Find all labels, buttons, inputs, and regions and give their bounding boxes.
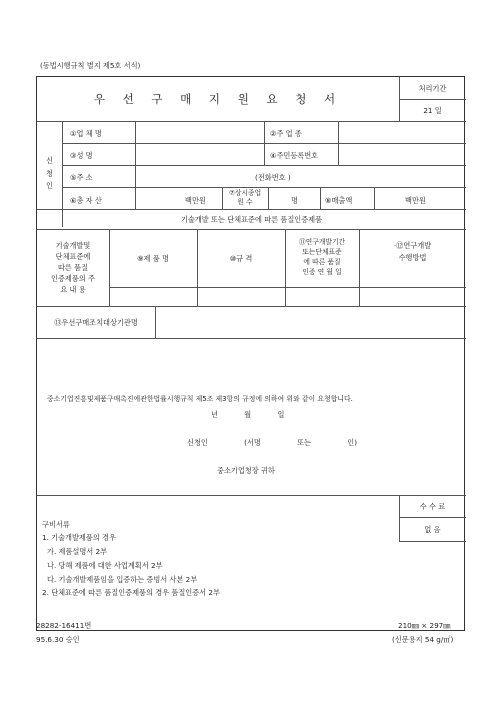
company-name-field[interactable] <box>136 122 263 142</box>
total-assets-label: ⑥총 자 산 <box>70 196 102 205</box>
address-label: ⑤주 소 <box>70 173 93 182</box>
document-item: 나. 당해 제품에 대한 사업계획서 2부 <box>47 561 163 570</box>
approval-date: 95.6.30 승인 <box>36 635 80 644</box>
date-line: 년 월 일 <box>211 410 285 419</box>
period-field[interactable] <box>286 288 358 306</box>
signature-field[interactable] <box>242 434 302 448</box>
applicant-side-label: 신 청 인 <box>46 155 53 191</box>
documents-title: 구비서류 <box>42 520 70 529</box>
sales-label: ⑧매출액 <box>325 196 353 205</box>
total-assets-unit: 백만원 <box>185 196 206 205</box>
product-name-field[interactable] <box>110 288 196 306</box>
employees-unit: 명 <box>291 196 298 205</box>
fee-value: 없 음 <box>424 524 441 534</box>
request-statement: 중소기업진흥및제품구매촉진에관한법률시행규칙 제5조 제3항의 규정에 의하여 위와 같이 요청합니다. <box>47 395 353 403</box>
document-item: 2. 단체표준에 따른 품질인증제품의 경우 품질인증서 2부 <box>42 588 220 597</box>
paper-spec: (신문용지 54 g/㎡) <box>392 635 454 644</box>
product-section-banner: 기술개발 또는 단체표준에 따른 품질인증제품 <box>180 214 323 224</box>
main-business-label: ②주 업 종 <box>270 129 302 138</box>
form-header-note: (동법시행규칙 별지 제5호 서식) <box>40 61 141 70</box>
employees-label: ⑦상시종업 원 수 <box>228 189 262 206</box>
paper-size: 210㎜ × 297㎜ <box>398 621 451 630</box>
representative-name-label: ③성 명 <box>70 151 93 160</box>
sales-unit: 백만원 <box>405 196 426 205</box>
main-business-field[interactable] <box>339 122 465 142</box>
fee-label: 수 수 료 <box>419 501 446 511</box>
recipient-line: 중소기업청장 귀하 <box>217 466 275 475</box>
document-item: 가. 제품설명서 2부 <box>47 547 108 556</box>
target-agency-label: ⑬우선구매조치대상기관명 <box>54 317 138 327</box>
method-field[interactable] <box>360 288 465 306</box>
request-form <box>36 76 465 631</box>
phone-label: (전화번호 ) <box>255 173 291 182</box>
spec-field[interactable] <box>198 288 284 306</box>
product-name-header: ⑨제 품 명 <box>137 253 169 263</box>
processing-period-value: 21 일 <box>423 105 442 115</box>
period-header: ⑪연구개발기간 또는단체표준 에 따른 품질 인증 연 월 일 <box>298 238 346 276</box>
company-name-label: ①업 체 명 <box>70 129 102 138</box>
signer-line: 신청인 (서명 또는 인) <box>187 438 358 447</box>
address-field[interactable] <box>136 166 465 186</box>
target-agency-field[interactable] <box>156 307 465 337</box>
document-item: 다. 기술개발제품임을 입증하는 증빙서 사본 2부 <box>47 575 198 584</box>
processing-period-label: 처리기간 <box>418 83 447 93</box>
spec-header: ⑩규 격 <box>229 253 253 263</box>
method-header: ·⑫연구개발 수행방법 <box>393 241 432 262</box>
form-code: 28282-16411번 <box>36 621 92 630</box>
resident-number-field[interactable] <box>339 144 465 164</box>
representative-name-field[interactable] <box>136 144 263 164</box>
resident-number-label: ④주민등록번호 <box>270 151 319 160</box>
product-side-label: 기술개발및 단체표준에 따른 품질 인증제품의 주 요 내 용 <box>51 240 95 295</box>
document-item: 1. 기술개발제품의 경우 <box>42 533 116 542</box>
form-title: 우 선 구 매 지 원 요 청 서 <box>93 92 343 106</box>
